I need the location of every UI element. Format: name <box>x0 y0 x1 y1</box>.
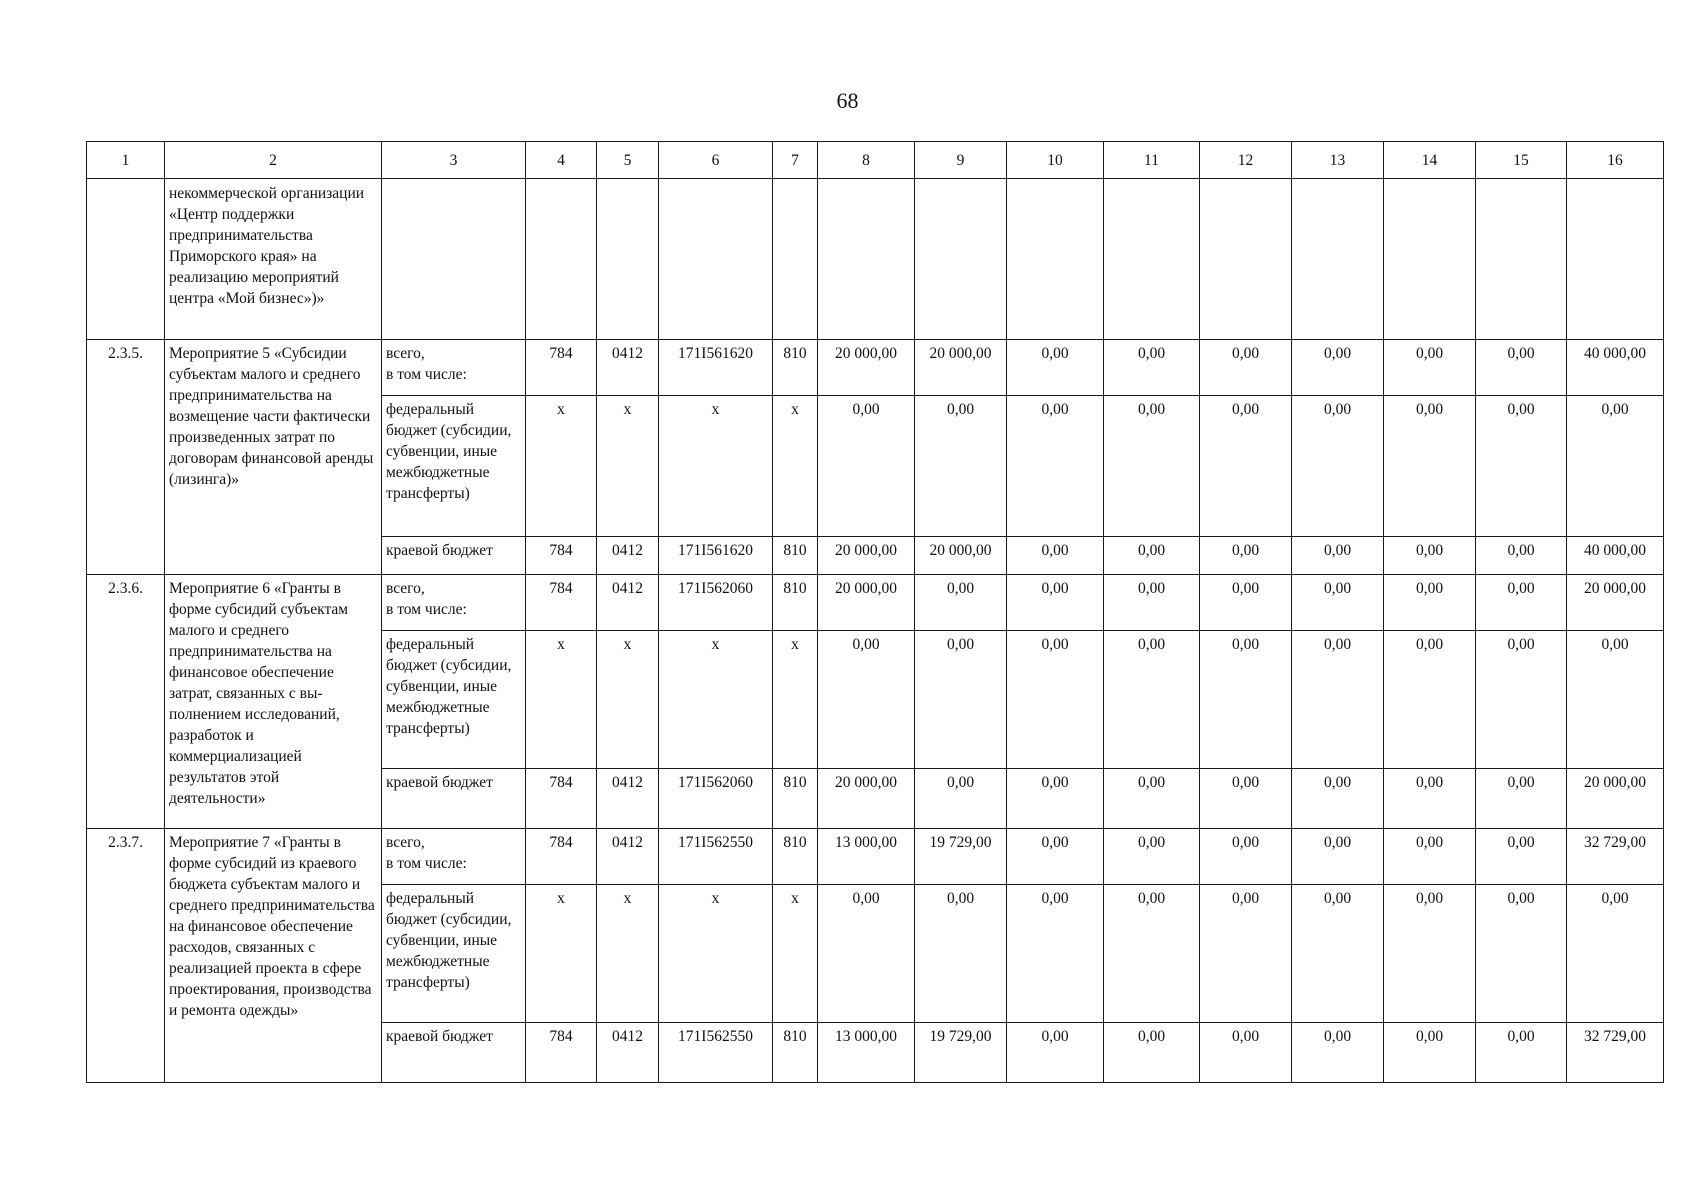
budget-code-c7: x <box>773 885 818 1023</box>
budget-code-c7: 810 <box>773 537 818 575</box>
amount-cell: 0,00 <box>1292 769 1384 829</box>
column-header: 12 <box>1200 142 1292 179</box>
amount-cell: 0,00 <box>1476 769 1567 829</box>
amount-cell: 13 000,00 <box>818 1023 915 1083</box>
amount-cell: 0,00 <box>1104 769 1200 829</box>
column-header: 15 <box>1476 142 1567 179</box>
budget-code-c5: 0412 <box>597 1023 659 1083</box>
amount-cell: 0,00 <box>1200 575 1292 631</box>
budget-code-c7: 810 <box>773 769 818 829</box>
budget-code-c4: x <box>526 631 597 769</box>
amount-cell: 0,00 <box>1476 631 1567 769</box>
amount-cell: 0,00 <box>1200 769 1292 829</box>
column-header: 5 <box>597 142 659 179</box>
amount-cell: 0,00 <box>1007 575 1104 631</box>
amount-cell: 0,00 <box>1007 537 1104 575</box>
funding-source: федеральный бюджет (субсидии, субвенции, иные межбюджетные трансферты) <box>382 885 526 1023</box>
amount-cell: 0,00 <box>1104 396 1200 537</box>
amount-cell: 0,00 <box>1384 537 1476 575</box>
page-number: 68 <box>836 88 859 113</box>
budget-code-c6: x <box>659 396 773 537</box>
column-header: 11 <box>1104 142 1200 179</box>
column-header: 3 <box>382 142 526 179</box>
measure-index: 2.3.6. <box>87 575 165 829</box>
amount-cell: 0,00 <box>1007 885 1104 1023</box>
measure-index: 2.3.7. <box>87 829 165 1083</box>
funding-source: федеральный бюджет (субсидии, субвенции, иные межбюджетные трансферты) <box>382 631 526 769</box>
funding-source: всего, в том числе: <box>382 575 526 631</box>
amount-cell: 0,00 <box>1292 885 1384 1023</box>
amount-cell: 0,00 <box>915 885 1007 1023</box>
budget-code-c4: 784 <box>526 829 597 885</box>
amount-cell: 0,00 <box>1200 631 1292 769</box>
continuation-text: некоммерческой организации «Центр поддержки предпринимательства Приморского края» на реализацию мероприятий центра «Мой бизнес»)» <box>165 179 382 340</box>
column-header: 16 <box>1567 142 1664 179</box>
funding-source: краевой бюджет <box>382 537 526 575</box>
amount-cell: 0,00 <box>1200 829 1292 885</box>
table-row <box>87 340 1664 396</box>
amount-cell: 0,00 <box>1567 396 1664 537</box>
budget-code-c5: x <box>597 885 659 1023</box>
budget-code-c7: 810 <box>773 575 818 631</box>
budget-code-c5: 0412 <box>597 537 659 575</box>
column-header: 9 <box>915 142 1007 179</box>
amount-cell: 0,00 <box>1292 396 1384 537</box>
amount-cell: 0,00 <box>1384 396 1476 537</box>
budget-code-c4: x <box>526 396 597 537</box>
column-header: 10 <box>1007 142 1104 179</box>
amount-cell: 0,00 <box>1476 340 1567 396</box>
amount-cell: 0,00 <box>1384 769 1476 829</box>
amount-cell: 0,00 <box>1104 1023 1200 1083</box>
amount-cell: 0,00 <box>1200 340 1292 396</box>
amount-cell: 0,00 <box>1384 829 1476 885</box>
amount-cell: 0,00 <box>1200 1023 1292 1083</box>
amount-cell: 0,00 <box>1476 885 1567 1023</box>
column-header: 13 <box>1292 142 1384 179</box>
amount-cell: 0,00 <box>1104 829 1200 885</box>
amount-cell: 0,00 <box>1104 575 1200 631</box>
amount-cell: 0,00 <box>1104 885 1200 1023</box>
amount-cell: 0,00 <box>818 631 915 769</box>
amount-cell: 0,00 <box>1104 537 1200 575</box>
measure-title: Мероприятие 6 «Гранты в форме субсидий субъектам малого и среднего предпринимательства на финансовое обеспечение затрат, связанных с вы-полнением исследований, разработок и коммерциализацией результатов этой деятельности» <box>165 575 382 829</box>
budget-code-c7: 810 <box>773 340 818 396</box>
column-header: 7 <box>773 142 818 179</box>
amount-cell: 0,00 <box>1476 829 1567 885</box>
budget-table <box>86 141 1664 1083</box>
amount-cell: 0,00 <box>915 631 1007 769</box>
column-number-row <box>87 142 1664 179</box>
amount-cell: 0,00 <box>1567 885 1664 1023</box>
amount-cell: 0,00 <box>1476 575 1567 631</box>
amount-cell: 20 000,00 <box>818 769 915 829</box>
amount-cell: 0,00 <box>915 769 1007 829</box>
budget-code-c5: 0412 <box>597 769 659 829</box>
budget-code-c6: x <box>659 885 773 1023</box>
budget-code-c6: 171I562060 <box>659 769 773 829</box>
amount-cell: 0,00 <box>1292 631 1384 769</box>
budget-code-c4: x <box>526 885 597 1023</box>
continuation-row <box>87 179 1664 340</box>
amount-cell: 13 000,00 <box>818 829 915 885</box>
amount-cell: 0,00 <box>1292 340 1384 396</box>
table-row <box>87 829 1664 885</box>
measure-title: Мероприятие 7 «Гранты в форме субсидий из краевого бюджета субъектам малого и среднего предпринимательства на финансовое обеспечение расходов, связанных с реализацией проекта в сфере проектирования, производства и ремонта одежды» <box>165 829 382 1083</box>
funding-source: федеральный бюджет (субсидии, субвенции, иные межбюджетные трансферты) <box>382 396 526 537</box>
funding-source: краевой бюджет <box>382 1023 526 1083</box>
amount-cell: 0,00 <box>1476 1023 1567 1083</box>
column-header: 2 <box>165 142 382 179</box>
amount-cell: 0,00 <box>1104 340 1200 396</box>
funding-source: всего, в том числе: <box>382 340 526 396</box>
amount-cell: 40 000,00 <box>1567 340 1664 396</box>
amount-cell: 32 729,00 <box>1567 829 1664 885</box>
column-header: 14 <box>1384 142 1476 179</box>
budget-code-c4: 784 <box>526 537 597 575</box>
budget-code-c4: 784 <box>526 340 597 396</box>
amount-cell: 0,00 <box>1007 769 1104 829</box>
amount-cell: 0,00 <box>1384 885 1476 1023</box>
budget-code-c6: x <box>659 631 773 769</box>
budget-code-c5: 0412 <box>597 575 659 631</box>
amount-cell: 0,00 <box>1292 1023 1384 1083</box>
column-header: 1 <box>87 142 165 179</box>
amount-cell: 0,00 <box>1476 396 1567 537</box>
budget-code-c4: 784 <box>526 769 597 829</box>
amount-cell: 19 729,00 <box>915 829 1007 885</box>
amount-cell: 20 000,00 <box>915 537 1007 575</box>
amount-cell: 0,00 <box>1384 631 1476 769</box>
column-header: 6 <box>659 142 773 179</box>
amount-cell: 0,00 <box>1104 631 1200 769</box>
amount-cell: 0,00 <box>818 396 915 537</box>
amount-cell: 20 000,00 <box>915 340 1007 396</box>
amount-cell: 20 000,00 <box>818 575 915 631</box>
amount-cell: 0,00 <box>818 885 915 1023</box>
budget-code-c5: 0412 <box>597 829 659 885</box>
table-row <box>87 575 1664 631</box>
amount-cell: 0,00 <box>1292 575 1384 631</box>
amount-cell: 0,00 <box>1200 885 1292 1023</box>
column-header: 8 <box>818 142 915 179</box>
measure-title: Мероприятие 5 «Субсидии субъектам малого и среднего предпринимательства на возмещение части фактически произведенных затрат по договорам финансовой аренды (лизинга)» <box>165 340 382 575</box>
amount-cell: 0,00 <box>1007 829 1104 885</box>
amount-cell: 19 729,00 <box>915 1023 1007 1083</box>
budget-code-c6: 171I561620 <box>659 340 773 396</box>
budget-code-c4: 784 <box>526 575 597 631</box>
amount-cell: 20 000,00 <box>818 537 915 575</box>
budget-code-c5: 0412 <box>597 340 659 396</box>
amount-cell: 0,00 <box>1007 396 1104 537</box>
funding-source: краевой бюджет <box>382 769 526 829</box>
amount-cell: 0,00 <box>1200 537 1292 575</box>
amount-cell: 0,00 <box>1384 340 1476 396</box>
amount-cell: 0,00 <box>1007 1023 1104 1083</box>
budget-code-c7: x <box>773 396 818 537</box>
amount-cell: 0,00 <box>1384 1023 1476 1083</box>
amount-cell: 0,00 <box>1476 537 1567 575</box>
amount-cell: 0,00 <box>915 396 1007 537</box>
amount-cell: 20 000,00 <box>1567 769 1664 829</box>
amount-cell: 0,00 <box>1007 340 1104 396</box>
budget-code-c6: 171I562550 <box>659 1023 773 1083</box>
amount-cell: 0,00 <box>1292 537 1384 575</box>
budget-code-c6: 171I562550 <box>659 829 773 885</box>
budget-code-c6: 171I562060 <box>659 575 773 631</box>
budget-code-c6: 171I561620 <box>659 537 773 575</box>
amount-cell: 0,00 <box>915 575 1007 631</box>
amount-cell: 32 729,00 <box>1567 1023 1664 1083</box>
column-header: 4 <box>526 142 597 179</box>
budget-code-c7: 810 <box>773 1023 818 1083</box>
budget-code-c5: x <box>597 396 659 537</box>
budget-code-c5: x <box>597 631 659 769</box>
budget-code-c7: 810 <box>773 829 818 885</box>
budget-code-c4: 784 <box>526 1023 597 1083</box>
amount-cell: 0,00 <box>1567 631 1664 769</box>
amount-cell: 0,00 <box>1200 396 1292 537</box>
amount-cell: 40 000,00 <box>1567 537 1664 575</box>
amount-cell: 20 000,00 <box>818 340 915 396</box>
amount-cell: 0,00 <box>1292 829 1384 885</box>
amount-cell: 0,00 <box>1007 631 1104 769</box>
amount-cell: 0,00 <box>1384 575 1476 631</box>
budget-code-c7: x <box>773 631 818 769</box>
amount-cell: 20 000,00 <box>1567 575 1664 631</box>
measure-index: 2.3.5. <box>87 340 165 575</box>
funding-source: всего, в том числе: <box>382 829 526 885</box>
